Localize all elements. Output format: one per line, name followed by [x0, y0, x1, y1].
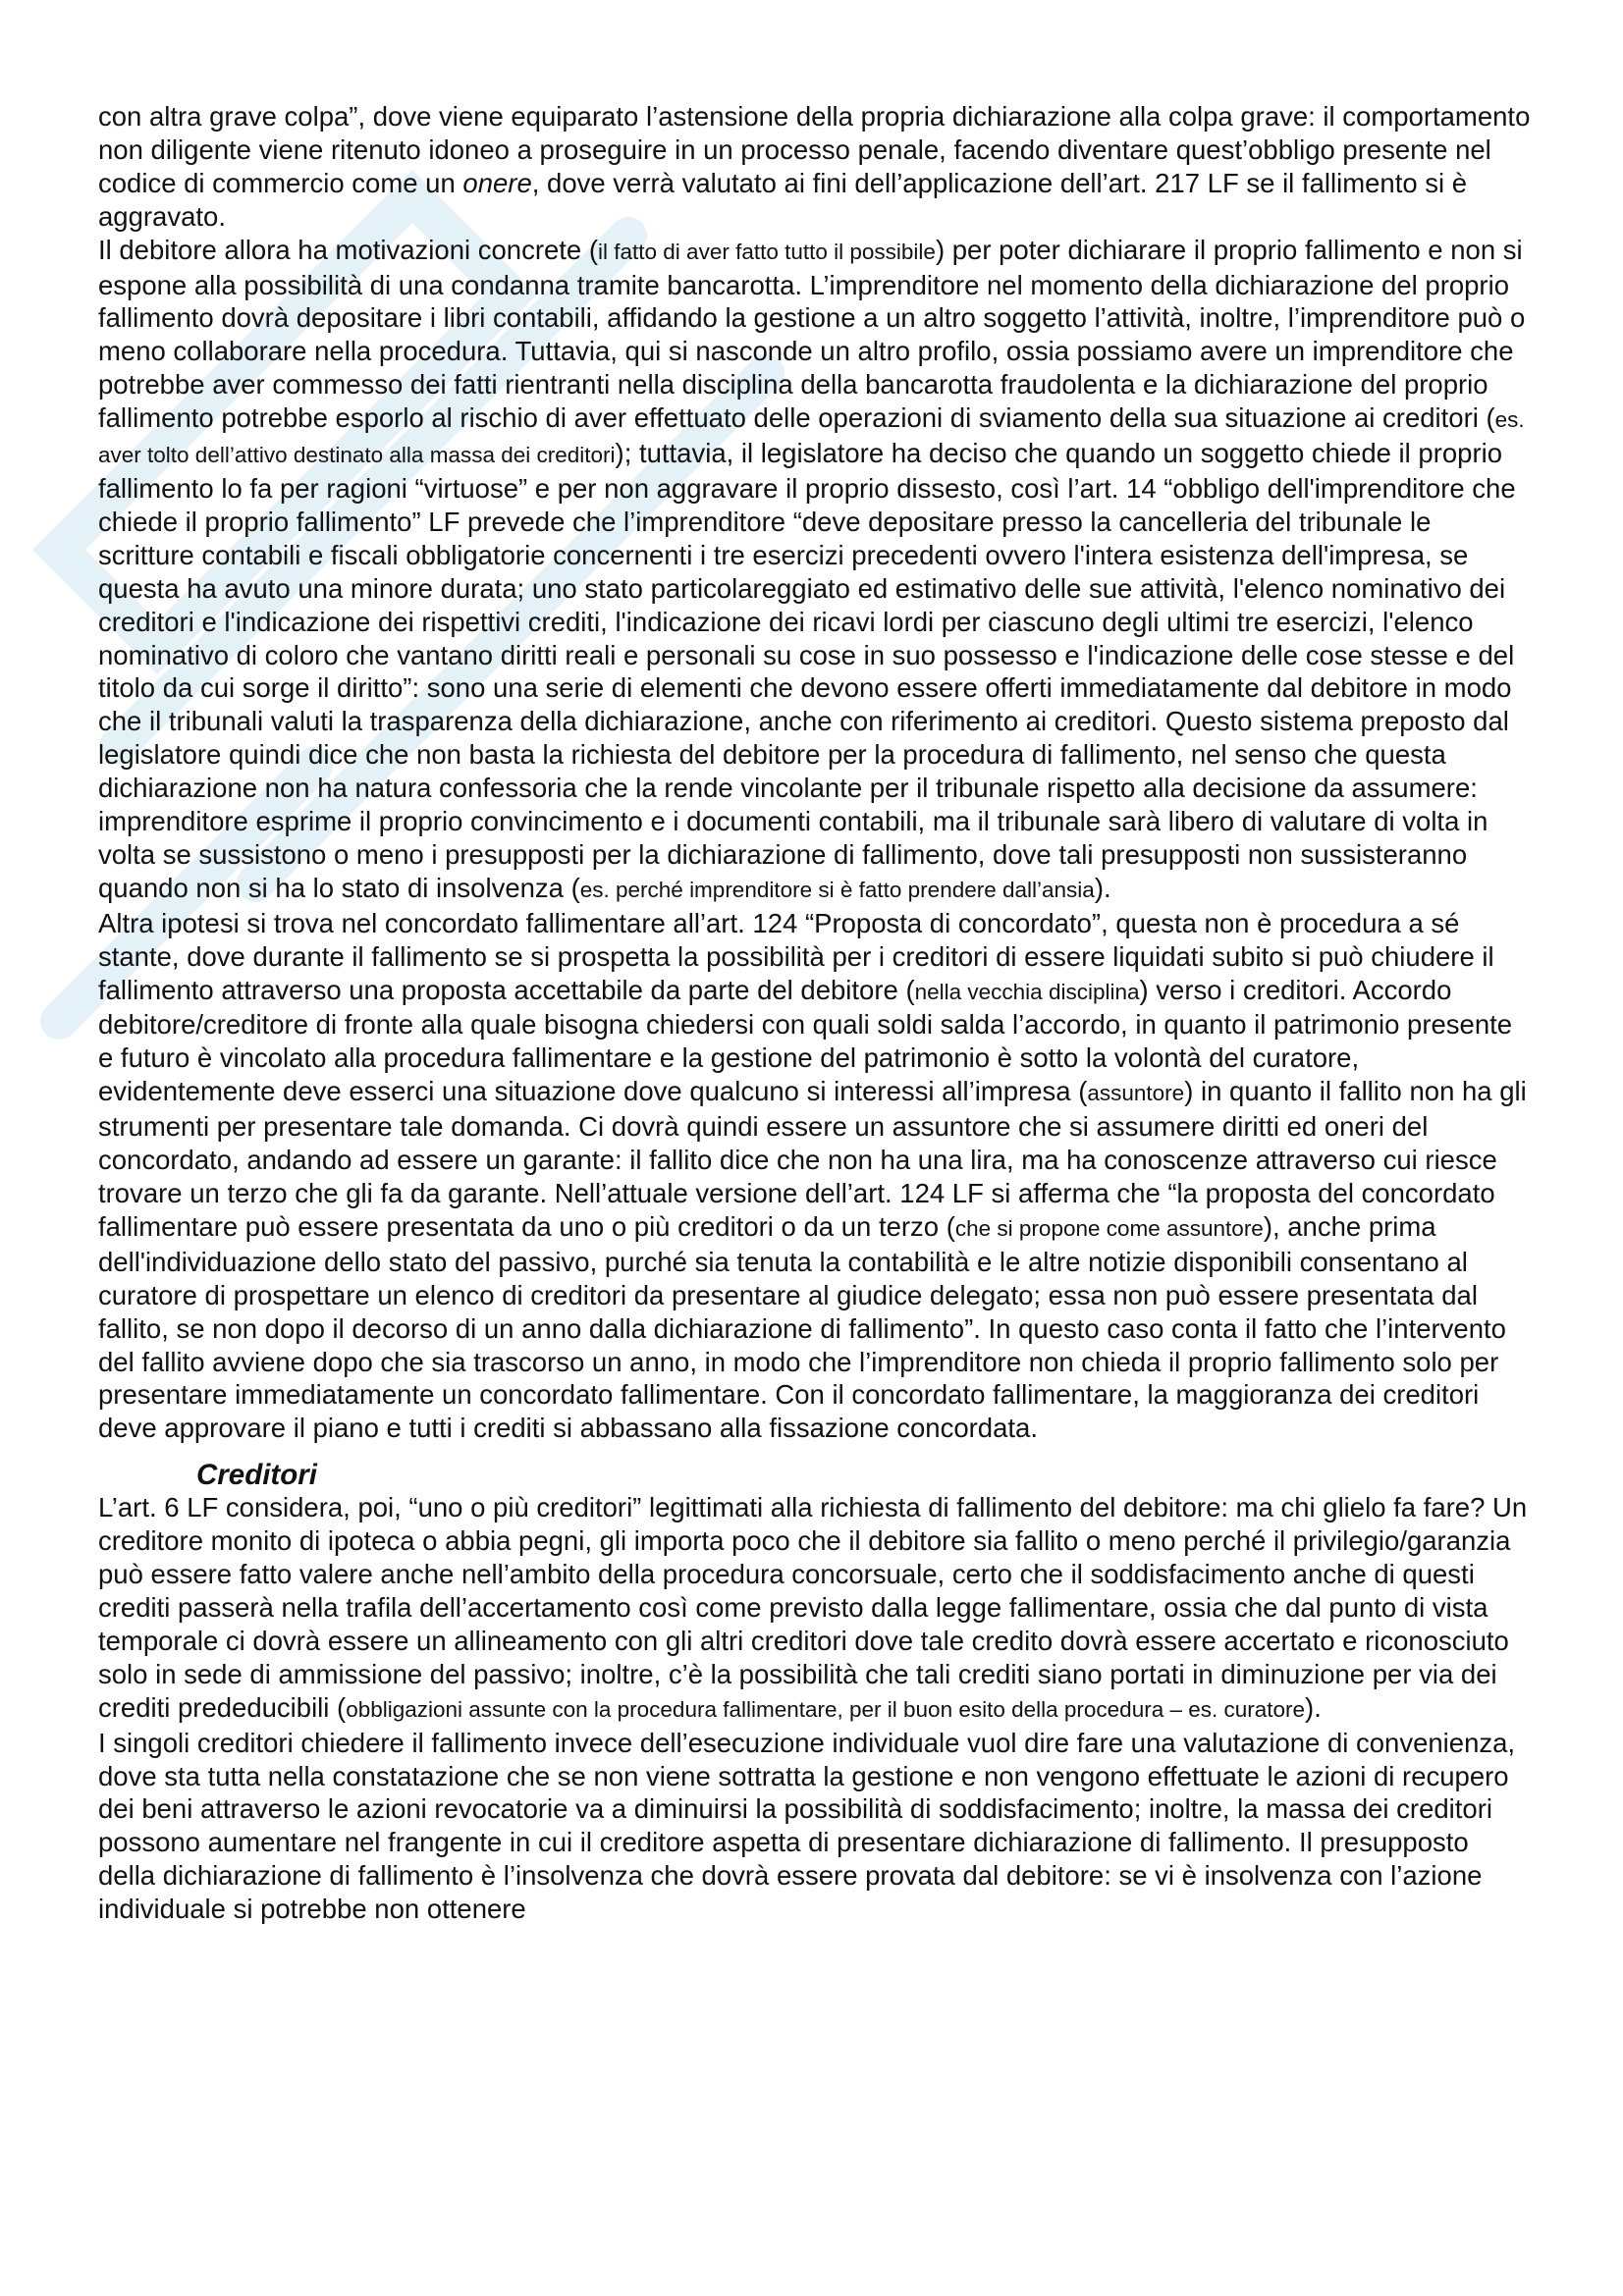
text-segment: ) in quanto il fallito non ha gli strumenti per presentare tale domanda. Ci dovrà quindi essere un assuntore che si assumere diritti ed oneri del concordato, andando ad essere un garante: il fallito dice che non ha una lira, ma ha conoscenze attraverso cui riesce trovare un terzo che gli fa da garante. Nell’attuale versione dell’art. 124 LF si afferma che “la proposta del concordato fallimentare può essere presentata da uno o più creditori o da un terzo (	[98, 1076, 1527, 1242]
text-segment: Il debitore allora ha motivazioni concrete (	[98, 234, 599, 265]
inline-note: assuntore	[1087, 1081, 1185, 1106]
inline-note: es. aver tolto dell’attivo destinato alla massa dei creditori	[98, 407, 1525, 468]
inline-note: nella vecchia disciplina	[914, 979, 1140, 1004]
text-segment: L’art. 6 LF considera, poi, “uno o più creditori” legittimati alla richiesta di fallimento del debitore: ma chi glielo fa fare? Un creditore monito di ipoteca o abbia pegni, gli importa poco che il debitore sia fallito o meno perché il privilegio/garanzia può essere fatto valere anche nell’ambito della procedura concorsuale, certo che il soddisfacimento anche di questi crediti passerà nella trafila dell’accertamento così come previsto dalla legge fallimentare, ossia che dal punto di vista temporale ci dovrà essere un allineamento con gli altri creditori dove tale credito dovrà essere accertato e riconosciuto solo in sede di ammissione del passivo; inoltre, c’è la possibilità che tali crediti siano portati in diminuzione per via dei crediti prededucibili (	[98, 1492, 1528, 1723]
inline-note: il fatto di aver fatto tutto il possibile	[598, 239, 936, 264]
paragraph	[98, 1491, 1532, 1726]
paragraph	[98, 100, 1532, 234]
inline-note: es. perché imprenditore si è fatto prendere dall’ansia	[579, 877, 1095, 902]
paragraph-group-after	[98, 1491, 1532, 1926]
paragraph	[98, 907, 1532, 1446]
document-body	[98, 100, 1532, 1926]
text-segment: Altra ipotesi si trova nel concordato fallimentare all’art. 124 “Proposta di concordato”, questa non è procedura a sé stante, dove durante il fallimento se si prospetta la possibilità per i creditori di essere liquidati subito si può chiudere il fallimento attraverso una proposta accettabile da parte del debitore (	[98, 907, 1494, 1005]
emphasis-text: onere	[462, 167, 532, 198]
text-segment: ) verso i creditori. Accordo debitore/creditore di fronte alla quale bisogna chiedersi con quali soldi salda l’accordo, in quanto il patrimonio presente e futuro è vincolato alla procedura fallimentare e la gestione del patrimonio è sotto la volontà del curatore, evidentemente deve esserci una situazione dove qualcuno si interessi all’impresa (	[98, 974, 1513, 1107]
text-segment: con altra grave colpa”, dove viene equiparato l’astensione della propria dichiarazione alla colpa grave: il comportamento non diligente viene ritenuto idoneo a proseguire in un processo penale, facendo diventare quest’obbligo presente nel codice di commercio come un	[98, 101, 1531, 198]
text-segment: ); tuttavia, il legislatore ha deciso che quando un soggetto chiede il proprio fallimento lo fa per ragioni “virtuose” e per non aggravare il proprio dissesto, così l’art. 14 “obbligo dell'imprenditore che chiede il proprio fallimento” LF prevede che l’imprenditore “deve depositare presso la cancelleria del tribunale le scritture contabili e fiscali obbligatorie concernenti i tre esercizi precedenti ovvero l'intera esistenza dell'impresa, se questa ha avuto una minore durata; uno stato particolareggiato ed estimativo delle sue attività, l'elenco nominativo dei creditori e l'indicazione dei rispettivi crediti, l'indicazione dei ricavi lordi per ciascuno degli ultimi tre esercizi, l'elenco nominativo di coloro che vantano diritti reali e personali su cose in suo possesso e l'indicazione delle cose stesse e del titolo da cui sorge il diritto”: sono una serie di elementi che devono essere offerti immediatamente dal debitore in modo che il tribunali valuti la trasparenza della dichiarazione, anche con riferimento ai creditori. Questo sistema preposto dal legislatore quindi dice che non basta la richiesta del debitore per la procedura di fallimento, nel senso che questa dichiarazione non ha natura confessoria che la rende vincolante per il tribunale rispetto alla decisione da assumere: imprenditore esprime il proprio convincimento e i documenti contabili, ma il tribunale sarà libero di valutare di volta in volta se sussistono o meno i presupposti per la dichiarazione di fallimento, dove tali presupposti non sussisteranno quando non si ha lo stato di insolvenza (	[98, 438, 1516, 903]
section-heading: Creditori	[196, 1459, 317, 1492]
text-segment: ).	[1305, 1691, 1322, 1723]
text-segment: ) per poter dichiarare il proprio fallimento e non si espone alla possibilità di una condanna tramite bancarotta. L’imprenditore nel momento della dichiarazione del proprio fallimento dovrà depositare i libri contabili, affidando la gestione a un altro soggetto l’attività, inoltre, l’imprenditore può o meno collaborare nella procedura. Tuttavia, qui si nasconde un altro profilo, ossia possiamo avere un imprenditore che potrebbe aver commesso dei fatti rientranti nella disciplina della bancarotta fraudolenta e la dichiarazione del proprio fallimento potrebbe esporlo al rischio di aver effettuato delle operazioni di sviamento della sua situazione ai creditori (	[98, 234, 1526, 434]
inline-note: che si propone come assuntore	[954, 1215, 1264, 1241]
text-segment: ), anche prima dell'individuazione dello stato del passivo, purché sia tenuta la contabilità e le altre notizie disponibili consentano al curatore di prospettare un elenco di creditori da presentare al giudice delegato; essa non può essere presentata dal fallito, se non dopo il decorso di un anno dalla dichiarazione di fallimento”. In questo caso conta il fatto che l’intervento del fallito avviene dopo che sia trascorso un anno, in modo che l’imprenditore non chieda il proprio fallimento solo per presentare immediatamente un concordato fallimentare. Con il concordato fallimentare, la maggioranza dei creditori deve approvare il piano e tutti i crediti si abbassano alla fissazione concordata.	[98, 1210, 1506, 1444]
inline-note: obbligazioni assunte con la procedura fallimentare, per il buon esito della procedura – es. curatore	[346, 1696, 1306, 1722]
paragraph-group-before	[98, 100, 1532, 1445]
text-segment: , dove verrà valutato ai fini dell’applicazione dell’art. 217 LF se il fallimento si è aggravato.	[98, 167, 1468, 232]
text-segment: ).	[1094, 872, 1111, 903]
paragraph	[98, 234, 1532, 907]
paragraph	[98, 1727, 1532, 1926]
text-segment: I singoli creditori chiedere il fallimento invece dell’esecuzione individuale vuol dire fare una valutazione di convenienza, dove sta tutta nella constatazione che se non viene sottratta la gestione e non vengono effettuate le azioni di recupero dei beni attraverso le azioni revocatorie va a diminuirsi la possibilità di soddisfacimento; inoltre, la massa dei creditori possono aumentare nel frangente in cui il creditore aspetta di presentare dichiarazione di fallimento. Il presupposto della dichiarazione di fallimento è l’insolvenza che dovrà essere provata dal debitore: se vi è insolvenza con l’azione individuale si potrebbe non ottenere	[98, 1727, 1516, 1925]
